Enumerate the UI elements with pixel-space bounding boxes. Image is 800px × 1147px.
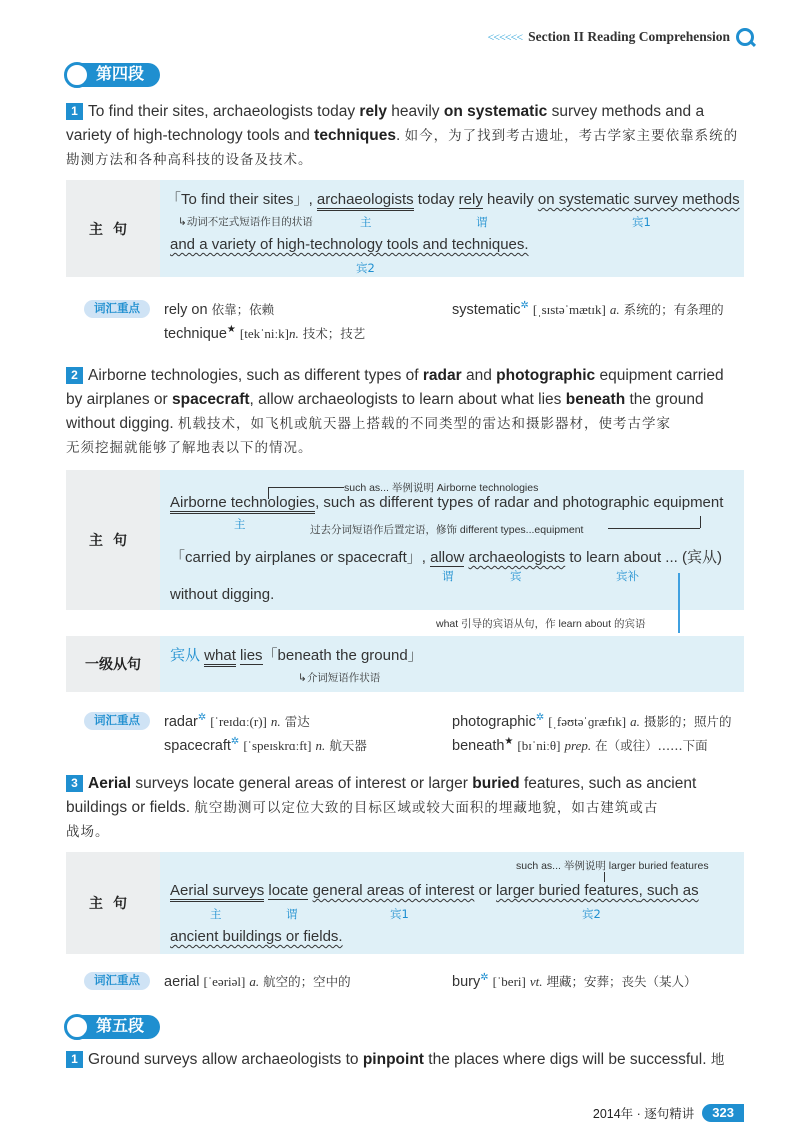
text: Ground surveys allow archaeologists to [88, 1051, 363, 1068]
pos: prep. [564, 738, 592, 753]
meaning: 摄影的；照片的 [643, 714, 732, 729]
tag-subject: 主 [360, 215, 372, 229]
connector-line [700, 516, 701, 528]
tag-object-complement: 宾补 [616, 569, 639, 583]
subject: what [204, 647, 236, 667]
vocab-item [164, 972, 351, 990]
arrows-decoration: <<<<<< [487, 29, 523, 44]
section-label: 第五段 [82, 1015, 160, 1039]
text: (宾从) [677, 549, 722, 566]
meaning: 技术；技艺 [302, 326, 366, 341]
word: bury [452, 974, 481, 990]
text: features, such as ancient buildings or fields. [66, 775, 697, 816]
section-badge-5 [64, 1014, 160, 1040]
vocab-item [452, 300, 724, 318]
phonetic: [ˈeəriəl] [203, 974, 246, 989]
keyword: on systematic [443, 103, 548, 120]
vocab-badge: 词汇重点 [84, 300, 150, 318]
meaning: 在（或往）……下面 [595, 738, 708, 753]
sentence-line [170, 546, 722, 567]
connector-line [268, 487, 344, 488]
box-side-label: 主句 [89, 220, 137, 237]
text: or [474, 882, 497, 899]
word: rely on [164, 302, 208, 318]
analysis-box-1 [66, 180, 744, 277]
translation: 战场。 [66, 824, 110, 840]
sentence-line [170, 236, 529, 253]
translation: 地 [710, 1052, 726, 1068]
sentence-line [166, 188, 740, 209]
predicate: locate [268, 882, 309, 899]
pos: n. [315, 738, 326, 753]
text: Airborne technologies, such as different types of [88, 367, 423, 384]
tag-subject: 主 [210, 907, 222, 921]
box-content [160, 180, 744, 277]
annotation: such as... 举例说明 Airborne technologies [344, 482, 539, 494]
text: 「beneath the ground」 [262, 647, 423, 664]
word: spacecraft [164, 738, 231, 754]
vocab-item [164, 712, 310, 730]
keyword: photographic [496, 367, 596, 384]
connector-line [678, 573, 680, 633]
object: archaeologists [468, 549, 566, 566]
pos: a. [249, 974, 260, 989]
sentence-number: 1 [66, 1051, 83, 1068]
phonetic: [tekˈniːk] [239, 326, 289, 341]
word: technique [164, 326, 227, 342]
keyword: radar [422, 367, 462, 384]
translation: 无须挖掘就能够了解地表以下的情况。 [66, 440, 313, 456]
tag-object-1: 宾1 [390, 907, 409, 921]
keyword: rely [359, 103, 387, 120]
word: systematic [452, 302, 521, 318]
word: radar [164, 714, 198, 730]
analysis-box-3 [66, 636, 744, 692]
paragraph-4 [66, 1048, 744, 1072]
translation: 如今，为了找到考古遗址，考古学家主要依靠系统的勘测方法和各种高科技的设备及技术。 [66, 128, 739, 168]
meaning: 埋藏；安葬；丧失（某人） [546, 974, 697, 989]
text: today [413, 191, 459, 208]
phonetic: [ˌfəʊtəˈɡræfɪk] [548, 714, 627, 729]
text: To find their sites, archaeologists today [88, 103, 360, 120]
meaning: 航空的；空中的 [263, 974, 351, 989]
meaning: 依靠；依赖 [211, 302, 275, 317]
box-content [160, 852, 744, 954]
pos: n. [270, 714, 281, 729]
box-side-label: 一级从句 [85, 656, 141, 672]
annotation: what 引导的宾语从句，作 learn about 的宾语 [436, 618, 646, 630]
subject: Aerial surveys [170, 882, 264, 902]
predicate: lies [240, 647, 263, 664]
star-icon: ✲ [480, 972, 489, 984]
box-content [160, 636, 744, 692]
phonetic: [ˈreɪdɑː(r)] [210, 714, 267, 729]
object-complement: to learn about ... [569, 549, 678, 566]
predicate: allow [430, 549, 465, 566]
section-badge-4 [64, 62, 160, 88]
annotation: ↳动词不定式短语作目的状语 [178, 216, 313, 228]
text: ancient buildings or fields. [170, 928, 343, 945]
object: larger buried features [496, 882, 639, 899]
tag-predicate: 谓 [442, 569, 454, 583]
vocab-item [164, 736, 367, 754]
text: heavily [482, 191, 538, 208]
sentence-line [170, 586, 274, 603]
object: on systematic survey methods [537, 191, 740, 208]
star-icon: ★ [226, 324, 236, 336]
page-number: 323 [702, 1104, 744, 1122]
keyword: spacecraft [171, 391, 250, 408]
tag-object-2: 宾2 [356, 261, 375, 275]
text: equipment carried by airplanes or [66, 367, 724, 408]
phonetic: [bɪˈniːθ] [517, 738, 561, 753]
text: 「To find their sites」 [166, 191, 309, 208]
phonetic: [ˌsɪstəˈmætɪk] [532, 302, 606, 317]
tag-predicate: 谓 [476, 215, 488, 229]
pos: vt. [529, 974, 543, 989]
header-title: Section II Reading Comprehension [528, 29, 730, 44]
tag-predicate: 谓 [286, 907, 298, 921]
annotation: 过去分词短语作后置定语，修饰 different types...equipment [310, 524, 584, 536]
paragraph-3 [66, 772, 744, 844]
magnifier-icon [64, 62, 90, 88]
vocab-item [164, 300, 274, 318]
annotation: ↳介词短语作状语 [298, 672, 381, 684]
text: the ground without digging. [66, 391, 704, 432]
text: without digging. [170, 586, 275, 603]
keyword: pinpoint [362, 1051, 424, 1068]
keyword: Aerial [88, 775, 132, 792]
subject: archaeologists [317, 191, 414, 211]
star-icon: ★ [504, 736, 514, 748]
sentence-line [170, 928, 343, 945]
meaning: 航天器 [329, 738, 367, 753]
vocab-badge: 词汇重点 [84, 972, 150, 990]
star-icon: ✲ [230, 736, 240, 748]
sentence-line [170, 494, 723, 511]
text: , allow archaeologists to learn about what lies [249, 391, 566, 408]
keyword: techniques [314, 127, 396, 144]
text: , [421, 549, 431, 566]
text: and [461, 367, 497, 384]
translation: 航空勘测可以定位大致的目标区域或较大面积的埋藏地貌，如古建筑或古 [194, 800, 659, 816]
text: 「carried by airplanes or spacecraft」 [170, 549, 422, 566]
star-icon: ✲ [535, 712, 545, 724]
clause-label: 宾从 [170, 647, 205, 664]
word: aerial [164, 974, 200, 990]
text: 动词不定式短语作目的状语 [186, 216, 313, 228]
text: . [395, 127, 405, 144]
translation: 机载技术，如飞机或航天器上搭载的不同类型的雷达和摄影器材，使考古学家 [178, 416, 672, 432]
tag-object-1: 宾1 [632, 215, 651, 229]
section-label: 第四段 [82, 63, 160, 87]
analysis-box-2 [66, 470, 744, 610]
sentence-number: 2 [66, 367, 83, 384]
text: heavily [387, 103, 444, 120]
tag-subject: 主 [234, 517, 246, 531]
text: surveys locate general areas of interest or larger [131, 775, 473, 792]
sentence-line [170, 644, 423, 665]
tag-object: 宾 [510, 569, 522, 583]
text: , such as [638, 882, 699, 899]
box-content [160, 470, 744, 610]
vocab-item [452, 712, 731, 730]
meaning: 雷达 [284, 714, 310, 729]
vocab-badge: 词汇重点 [84, 712, 150, 730]
paragraph-2 [66, 364, 744, 460]
box-side-label: 主句 [89, 532, 137, 548]
text: , [308, 191, 317, 208]
vocab-item [164, 324, 365, 342]
word: beneath [452, 738, 505, 754]
annotation: such as... 举例说明 larger buried features [516, 860, 709, 872]
predicate: rely [458, 191, 483, 208]
object: and a variety of high-technology tools and techniques. [170, 236, 529, 253]
pos: n. [288, 326, 299, 341]
subject: Airborne technologies [170, 494, 315, 514]
connector-line [604, 872, 605, 882]
word: photographic [452, 714, 536, 730]
text: , such as different types of radar and photographic equipment [315, 494, 724, 511]
connector-line [608, 528, 700, 529]
magnifier-icon [64, 1014, 90, 1040]
sentence-number: 3 [66, 775, 83, 792]
page-footer [593, 1104, 744, 1122]
vocab-item [452, 972, 697, 990]
phonetic: [ˈberi] [492, 974, 526, 989]
pos: a. [630, 714, 640, 729]
tag-object-2: 宾2 [582, 907, 601, 921]
page-header [487, 28, 754, 46]
star-icon: ✲ [520, 300, 529, 312]
text: 介词短语作状语 [306, 672, 381, 684]
sentence-line [170, 882, 699, 899]
paragraph-1 [66, 100, 744, 172]
phonetic: [ˈspeɪskrɑːft] [243, 738, 312, 753]
object: general areas of interest [312, 882, 475, 899]
box-side-label: 主句 [89, 895, 137, 911]
vocab-item [452, 736, 708, 754]
meaning: 系统的；有条理的 [623, 302, 724, 317]
text: survey methods and a variety of high-technology tools and [66, 103, 705, 144]
sentence-number: 1 [66, 103, 83, 120]
star-icon: ✲ [197, 712, 207, 724]
text: the places where digs will be successful. [423, 1051, 711, 1068]
book-title: 2014年 · 逐句精讲 [592, 1107, 695, 1121]
keyword: buried [472, 775, 520, 792]
analysis-box-4 [66, 852, 744, 954]
pos: a. [609, 302, 620, 317]
magnifier-icon [736, 28, 754, 46]
keyword: beneath [565, 391, 626, 408]
